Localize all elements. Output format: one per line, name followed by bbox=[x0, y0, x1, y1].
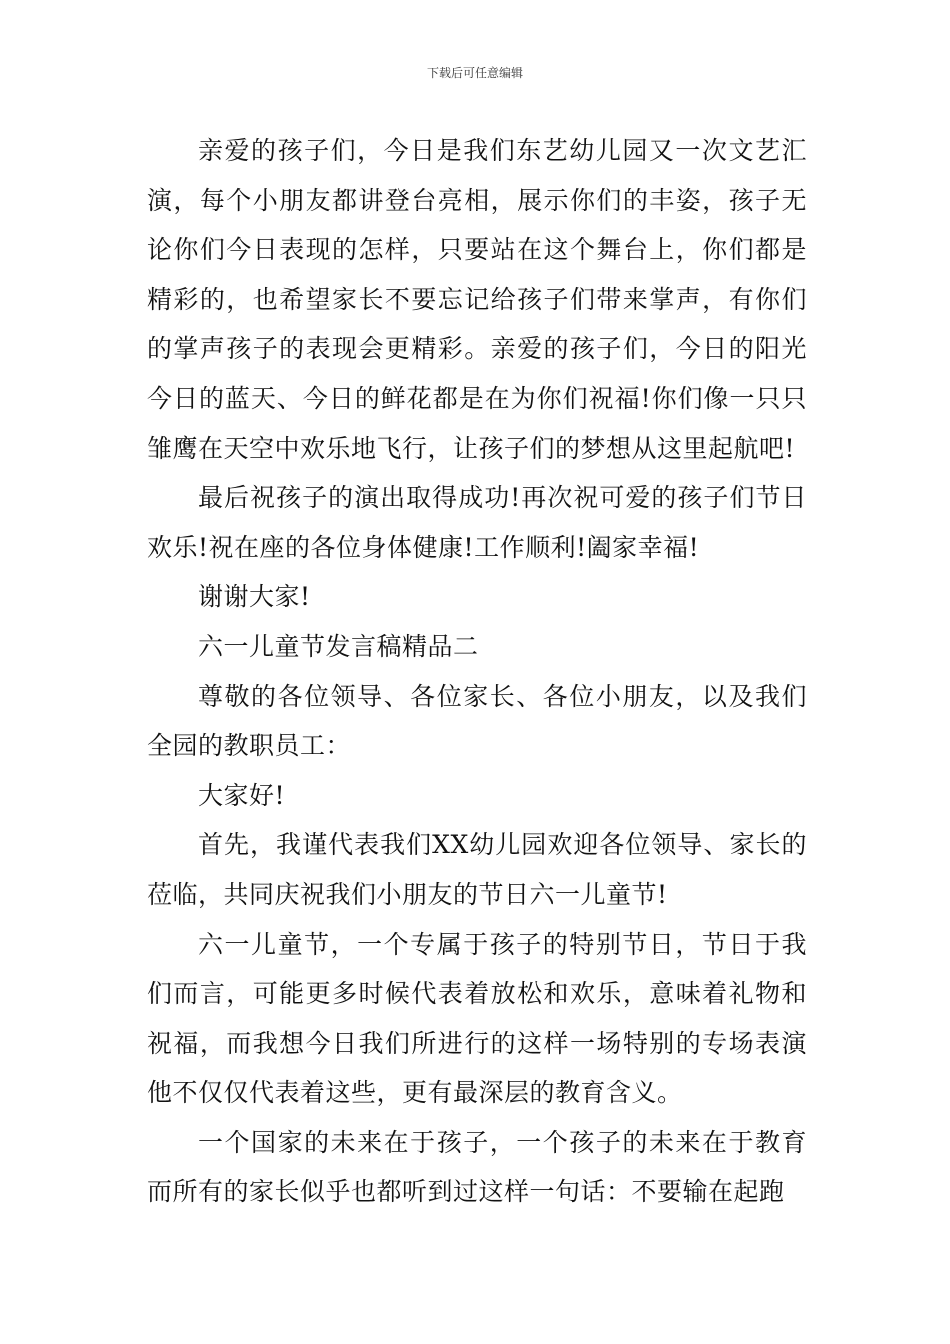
paragraph: 亲爱的孩子们，今日是我们东艺幼儿园又一次文艺汇演，每个小朋友都讲登台亮相，展示你们的丰姿，孩子无论你们今日表现的怎样，只要站在这个舞台上，你们都是精彩的，也希望家长不要忘记给孩子们带来掌声，有你们的掌声孩子的表现会更精彩。亲爱的孩子们，今日的阳光今日的蓝天、今日的鲜花都是在为你们祝福!你们像一只只雏鹰在天空中欢乐地飞行，让孩子们的梦想从这里起航吧! bbox=[147, 136, 807, 463]
paragraph: 六一儿童节，一个专属于孩子的特别节日，节日于我们而言，可能更多时候代表着放松和欢乐，意味着礼物和祝福，而我想今日我们所进行的这样一场特别的专场表演他不仅仅代表着这些，更有最深层的教育含义。 bbox=[147, 929, 807, 1108]
paragraph: 一个国家的未来在于孩子，一个孩子的未来在于教育而所有的家长似乎也都听到过这样一句话：不要输在起跑 bbox=[147, 1127, 807, 1207]
paragraph: 首先，我谨代表我们XX幼儿园欢迎各位领导、家长的莅临，共同庆祝我们小朋友的节日六一儿童节! bbox=[147, 830, 807, 909]
paragraph: 谢谢大家! bbox=[198, 582, 311, 612]
paragraph: 大家好! bbox=[198, 780, 286, 810]
paragraph: 最后祝孩子的演出取得成功!再次祝可爱的孩子们节日欢乐!祝在座的各位身体健康!工作顺利!阖家幸福! bbox=[147, 483, 807, 562]
section-heading: 六一儿童节发言稿精品二 bbox=[198, 631, 479, 661]
document-body bbox=[147, 126, 807, 1217]
paragraph: 尊敬的各位领导、各位家长、各位小朋友，以及我们全园的教职员工： bbox=[147, 681, 807, 761]
page-header: 下载后可任意编辑 bbox=[426, 66, 523, 80]
